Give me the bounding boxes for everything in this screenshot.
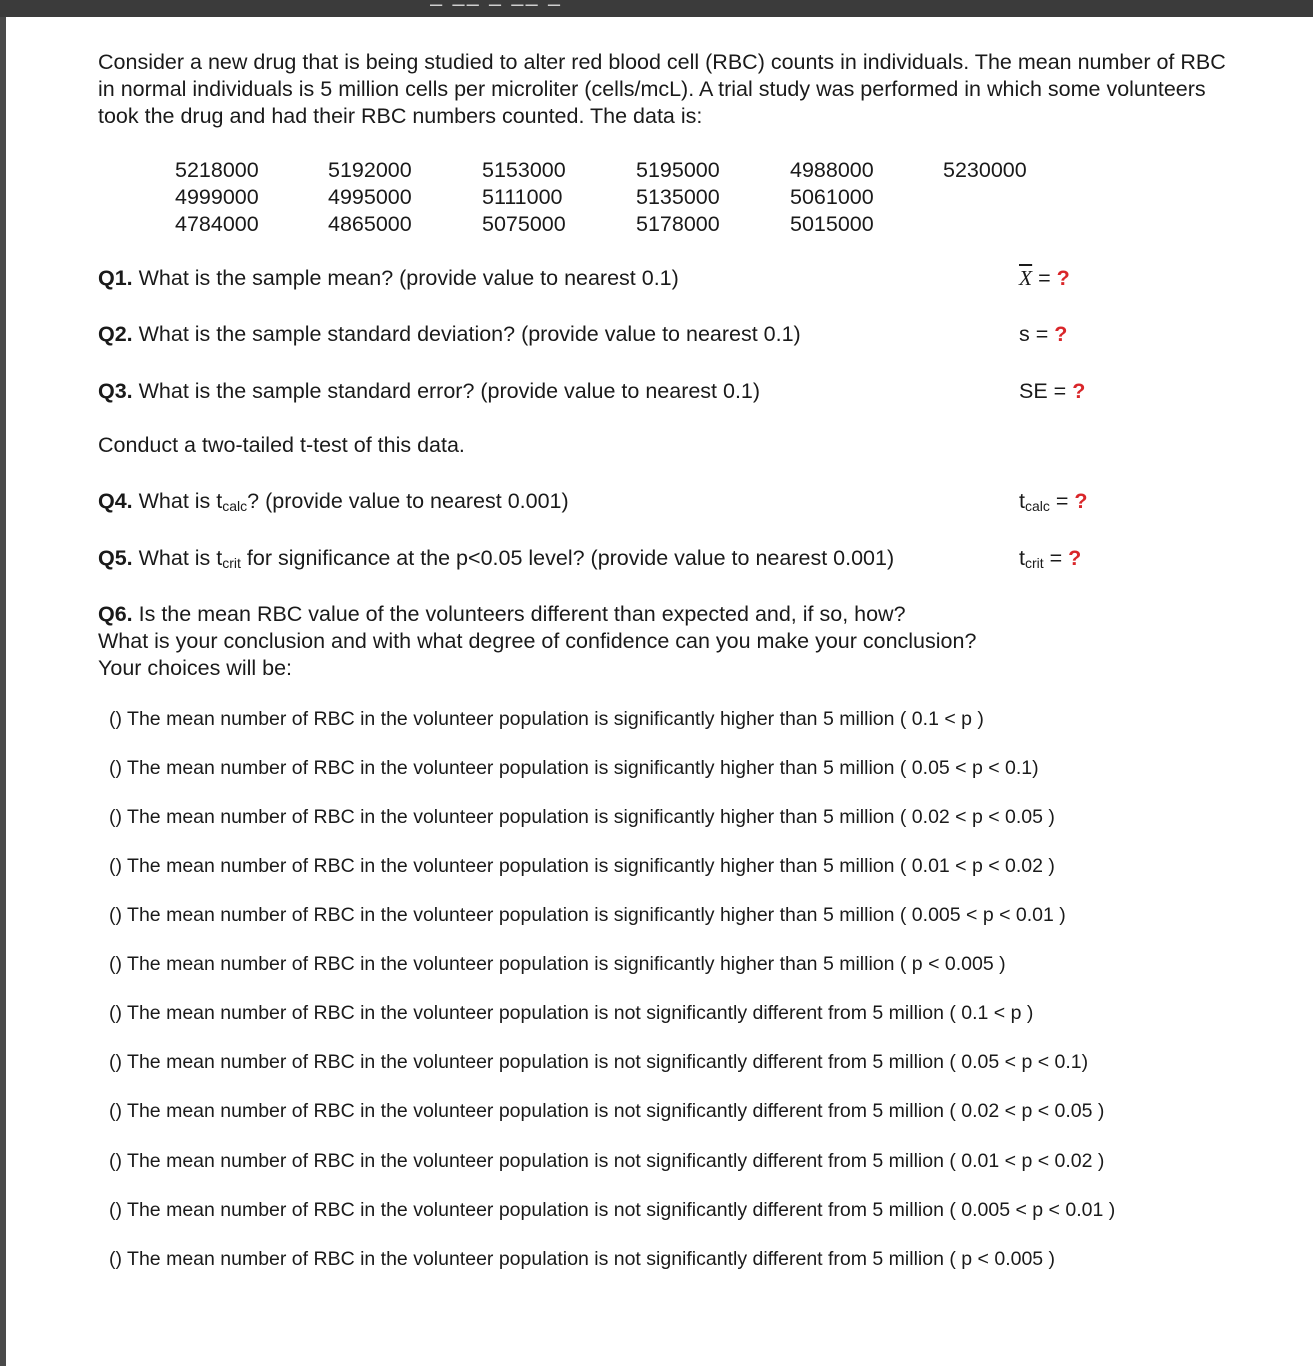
data-cell: 5015000 — [790, 212, 874, 236]
x-bar-symbol: $\overline{X}$ — [1019, 266, 1033, 290]
question-label: Q1. — [98, 266, 133, 290]
data-cell: 4999000 — [175, 185, 259, 209]
question-label: Q3. — [98, 379, 133, 403]
question-3 — [98, 378, 760, 405]
answer-placeholder: ? — [1074, 489, 1088, 513]
question-4 — [98, 488, 569, 520]
choice-option[interactable]: () The mean number of RBC in the volunteer population is not significantly different from 5 million ( 0.1 < p ) — [109, 1002, 1034, 1024]
choice-option[interactable]: () The mean number of RBC in the volunteer population is significantly higher than 5 million ( p < 0.005 ) — [109, 953, 1006, 975]
question-6-line-3: Your choices will be: — [98, 656, 293, 680]
answer-symbol: SE — [1019, 379, 1048, 403]
answer-4 — [1019, 488, 1088, 520]
question-text-cont: ? (provide value to nearest 0.001) — [247, 489, 569, 513]
answer-2 — [1019, 321, 1067, 348]
answer-symbol: t — [1019, 546, 1025, 570]
choice-option[interactable]: () The mean number of RBC in the volunteer population is not significantly different from 5 million ( 0.05 < p < 0.1) — [109, 1051, 1089, 1073]
answer-1 — [1019, 265, 1070, 292]
subscript: calc — [222, 498, 248, 514]
answer-placeholder: ? — [1068, 546, 1082, 570]
question-text: What is t — [132, 489, 223, 513]
data-cell: 4988000 — [790, 158, 874, 182]
question-text: What is the sample standard deviation? (provide value to nearest 0.1) — [132, 322, 801, 346]
data-cell: 5153000 — [482, 158, 566, 182]
equals-sign: = — [1047, 379, 1073, 403]
data-cell: 5195000 — [636, 158, 720, 182]
data-cell: 5218000 — [175, 158, 259, 182]
answer-placeholder: ? — [1054, 322, 1068, 346]
question-6-line-2: What is your conclusion and with what degree of confidence can you make your conclusion? — [98, 629, 977, 653]
question-text: Is the mean RBC value of the volunteers different than expected and, if so, how? — [132, 602, 906, 626]
question-text: What is the sample standard error? (provide value to nearest 0.1) — [132, 379, 761, 403]
question-label: Q4. — [98, 489, 133, 513]
question-2 — [98, 321, 801, 348]
data-cell: 4784000 — [175, 212, 259, 236]
data-cell: 5135000 — [636, 185, 720, 209]
choice-option[interactable]: () The mean number of RBC in the volunteer population is significantly higher than 5 million ( 0.02 < p < 0.05 ) — [109, 806, 1055, 828]
equals-sign: = — [1029, 322, 1055, 346]
ttest-instruction: Conduct a two-tailed t-test of this data. — [98, 433, 465, 457]
question-6-line-1 — [98, 601, 976, 628]
answer-placeholder: ? — [1072, 379, 1086, 403]
data-cell: 5178000 — [636, 212, 720, 236]
equals-sign: = — [1043, 546, 1069, 570]
answer-symbol: s — [1019, 322, 1030, 346]
answer-placeholder: ? — [1056, 266, 1070, 290]
answer-subscript: calc — [1024, 498, 1050, 514]
question-text-cont: for significance at the p<0.05 level? (provide value to nearest 0.001) — [240, 546, 895, 570]
equals-sign: = — [1032, 266, 1057, 290]
question-6 — [98, 601, 976, 682]
data-cell: 4995000 — [328, 185, 412, 209]
data-cell: 5192000 — [328, 158, 412, 182]
equals-sign: = — [1049, 489, 1075, 513]
subscript: crit — [222, 555, 241, 571]
question-label: Q2. — [98, 322, 133, 346]
question-label: Q6. — [98, 602, 133, 626]
choice-option[interactable]: () The mean number of RBC in the volunteer population is not significantly different from 5 million ( p < 0.005 ) — [109, 1248, 1056, 1270]
answer-3 — [1019, 378, 1085, 405]
answer-5 — [1019, 545, 1081, 577]
choice-option[interactable]: () The mean number of RBC in the volunteer population is significantly higher than 5 million ( 0.005 < p < 0.01 ) — [109, 904, 1066, 926]
question-text: What is t — [132, 546, 223, 570]
intro-paragraph — [98, 49, 1228, 130]
question-1 — [98, 265, 679, 292]
cropped-heading: – –– – –– – — [430, 0, 563, 16]
data-cell: 5230000 — [943, 158, 1027, 182]
intro-text: Consider a new drug that is being studied to alter red blood cell (RBC) counts in individuals. The mean number of RBC in normal individuals is 5 million cells per microliter (cells/mcL). A trial study was performed in which some volunteers took the drug and had their RBC numbers counted. The data is: — [98, 50, 1226, 128]
answer-subscript: crit — [1024, 555, 1044, 571]
data-cell: 5061000 — [790, 185, 874, 209]
choice-option[interactable]: () The mean number of RBC in the volunteer population is significantly higher than 5 million ( 0.05 < p < 0.1) — [109, 757, 1039, 779]
data-cell: 5111000 — [482, 185, 563, 209]
question-label: Q5. — [98, 546, 133, 570]
choice-option[interactable]: () The mean number of RBC in the volunteer population is not significantly different from 5 million ( 0.005 < p < 0.01 ) — [109, 1199, 1116, 1221]
data-cell: 5075000 — [482, 212, 566, 236]
question-text: What is the sample mean? (provide value to nearest 0.1) — [132, 266, 679, 290]
answer-symbol: t — [1019, 489, 1025, 513]
choice-option[interactable]: () The mean number of RBC in the volunteer population is not significantly different from 5 million ( 0.02 < p < 0.05 ) — [109, 1100, 1105, 1122]
top-window-bar — [0, 0, 1313, 17]
choice-option[interactable]: () The mean number of RBC in the volunteer population is significantly higher than 5 million ( 0.1 < p ) — [109, 708, 984, 730]
choice-option[interactable]: () The mean number of RBC in the volunteer population is not significantly different from 5 million ( 0.01 < p < 0.02 ) — [109, 1150, 1105, 1172]
question-5 — [98, 545, 894, 577]
choice-option[interactable]: () The mean number of RBC in the volunteer population is significantly higher than 5 million ( 0.01 < p < 0.02 ) — [109, 855, 1055, 877]
data-cell: 4865000 — [328, 212, 412, 236]
